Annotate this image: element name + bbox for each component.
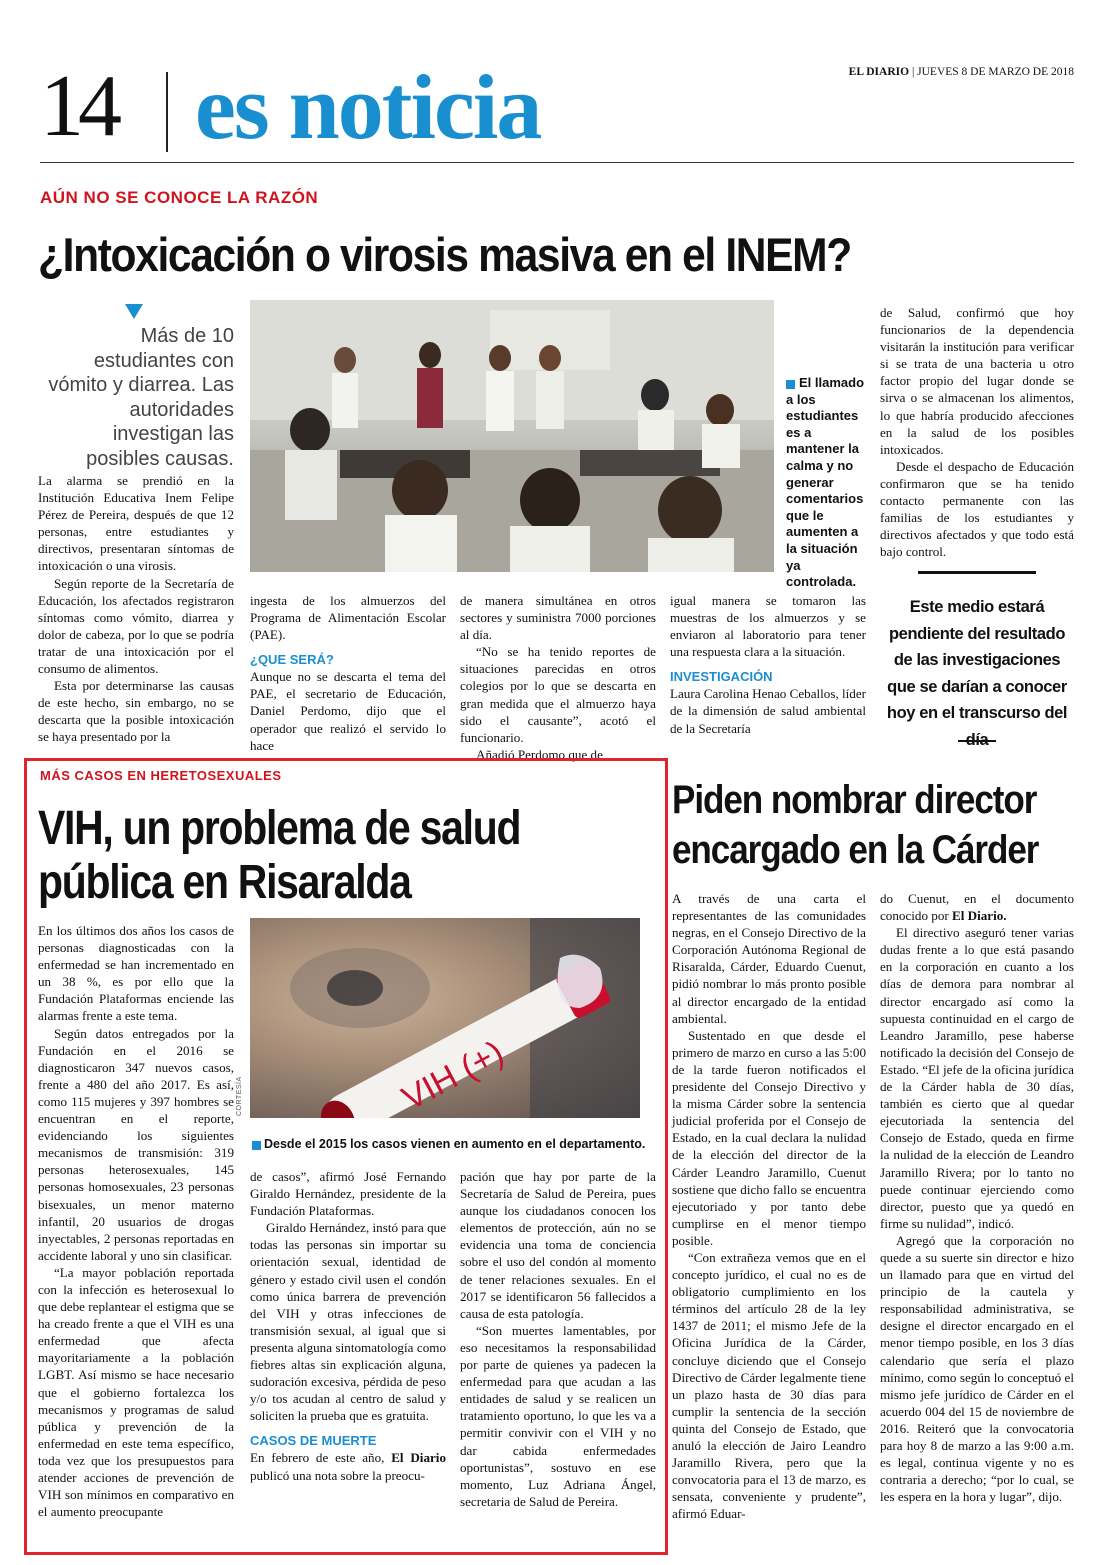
masthead-separator: |	[911, 66, 918, 78]
story1-column-4	[670, 592, 866, 737]
paragraph: Agregó que la corporación no quede a su suerte sin director e hizo un llamado para que en virtud del principio de la cautela y responsabilidad administrativa, se designe el director encargado en el menor tiempo posible, en los 3 días calendario que sería el plazo mínimo, como según lo conceptuó el mismo jefe jurídico de Cárder en el acuerdo 004 del 15 de noviembre de 2016. Reiteró que la convocatoria para hoy 8 de marzo a las 9:00 a.m. es legal, continua vigente y no es contraria a derecho; “por lo cual, se les espera en la hora y lugar”, dijo.	[880, 1232, 1074, 1505]
story2-column-1	[38, 922, 234, 1520]
photo-credit: CORTESÍA	[236, 1076, 243, 1116]
masthead	[820, 66, 1074, 78]
paragraph: de casos”, afirmó José Fernando Giraldo Hernández, presidente de la Fundación Plataformas.	[250, 1169, 446, 1219]
story1-photo-caption: El llamado a los estudiantes es a mantener la calma y no generar comentarios que le aumenten a la situación ya controlada.	[786, 375, 865, 590]
paragraph: Giraldo Hernández, instó para que todas las personas sin importar su orientación sexual, identidad de género y estado civil usen el condón como única barrera de prevención del VIH y otras infecciones de transmisión sexual, al igual que si presenta alguna sintomatología como fiebres altas sin explicación alguna, sudoración excesiva, pérdida de peso y/o tos acudan al centro de salud y soliciten la prueba que es gratuita.	[250, 1220, 446, 1424]
paragraph: Añadió Perdomo que de	[476, 746, 603, 762]
subhead-que-sera: ¿QUE SERÁ?	[250, 652, 334, 668]
story1-column-1	[38, 472, 234, 746]
story2-column-2	[250, 1168, 446, 1484]
paragraph: “Con extrañeza vemos que en el concepto jurídico, el cual no es de obligatorio cumplimiento en los términos del artículo 28 de la ley 1437 de 2011; el mismo Jefe de la Oficina Jurídica de la Cárder, concluye diciendo que el Consejo Directivo de Cárder legalmente tiene un plazo hasta de 30 días para cumplir la sentencia de la sección quinta del Consejo de Estado, que anuló la elección de Jairo Leandro Jaramillo Rivera, pero que la convocatoria para el 13 de marzo, es sensata, conveniente y prudente”, afirmó Eduar-	[672, 1249, 866, 1522]
paragraph: “No se ha tenido reportes de situaciones parecidas en otros colegios por lo que se descarta en gran medida que el almuerzo haya sido el causante”, acotó el funcionario.	[460, 644, 656, 745]
paragraph: “La mayor población reportada con la infección es heterosexual lo que debe replantear el estigma que se ha creado frente a que el VIH es una enfermedad que afecta mayoritariamente a la población LGBT. Así mismo se hace necesario que el gobierno fortalezca los mecanismos y programas de salud pública y prevención de la enfermedad en este tema específico, toda vez que los presupuestos para atender acciones de prevención de VIH son mínimos en comparativo en el aumento preocupante	[38, 1264, 234, 1520]
header-rule	[40, 162, 1074, 163]
down-triangle-icon	[125, 304, 143, 319]
paragraph: La alarma se prendió en la Institución Educativa Inem Felipe Pérez de Pereira, después de que 12 personas, entre estudiantes y directivos, presentaran síntomas de intoxicación o una virosis.	[38, 473, 234, 574]
story1-column-2	[250, 592, 446, 754]
story1-headline: ¿Intoxicación o virosis masiva en el INEM?	[38, 228, 851, 281]
hiv-test-photo	[250, 918, 640, 1118]
paragraph: Sustentado en que desde el primero de marzo en curso a las 5:00 de la tarde fueron notificados el presidente del Consejo Directivo y la misma Cárder sobre la sentencia judicial proferida por el Consejo de Estado, en la cual declara la nulidad de la elección del director de la Cárder Leandro Jaramillo, Cuenut sostiene que dicho fallo se encuentra ejecutoriado y por tanto debe cumplirse en el menor tiempo posible.	[672, 1027, 866, 1248]
text-run: do Cuenut, en el documento conocido por	[880, 891, 1074, 924]
paragraph: Según datos entregados por la Fundación en el 2016 se diagnosticaron 347 nuevos casos, frente a 480 del año 2017. Es así, como 115 mujeres y 397 hombres se encuentran en el reporte, evidenciando los siguientes mecanismos de transmisión: 319 personas heterosexuales, 145 personas homosexuales, 23 personas bisexuales, un menor materno infantil, 20 usuarios de drogas inyectables, 2 personas reportadas en accidente laboral y uno sin clasificar.	[38, 1025, 234, 1263]
text-run: publicó una nota sobre la preocu-	[250, 1467, 425, 1483]
tube-label: VIH (+)	[396, 1033, 510, 1118]
paragraph: Según reporte de la Secretaría de Educación, los afectados registraron síntomas como vómito, diarrea y dolor de cabeza, por lo que se podría tratar de una intoxicación por el consumo de alimentos.	[38, 575, 234, 677]
subhead-investigacion: INVESTIGACIÓN	[670, 669, 773, 685]
paragraph	[880, 890, 1074, 924]
page-number: 14	[40, 58, 116, 155]
paragraph: “Son muertes lamentables, por eso necesitamos la responsabilidad por parte de quienes ya padecen la enfermedad para que acudan a las entidades de salud y se realicen un tratamiento oportuno, lo que les va a permitir convivir con el VIH y no dar cabida enfermedades oportunistas”, sostuvo en ese momento, Luz Adriana Ángel, secretaria de Salud de Pereira.	[460, 1322, 656, 1509]
text-run: En febrero de este año,	[250, 1450, 392, 1466]
paragraph: Laura Carolina Henao Ceballos, líder de la dimensión de salud ambiental de la Secretaría	[670, 686, 866, 736]
paragraph: de manera simultánea en otros sectores y suministra 7000 porciones al día.	[460, 593, 656, 643]
story3-column-2	[880, 890, 1074, 1505]
story3-column-1	[672, 890, 866, 1522]
header-divider	[166, 72, 168, 152]
paragraph: igual manera se tomaron las muestras de los almuerzos y se enviaron al laboratorio para tener una respuesta clara a la situación.	[670, 593, 866, 660]
subhead-casos-de-muerte: CASOS DE MUERTE	[250, 1433, 377, 1449]
paragraph: A través de una carta el representantes de las comunidades negras, en el Consejo Directivo de la Corporación Autónoma Regional de Risaralda, Cárder, Eduardo Cuenut, pidió nombrar lo más pronto posible al director encargado de la entidad ambiental.	[672, 891, 866, 1026]
paper-name: EL DIARIO	[848, 66, 910, 78]
story2-headline-line2: pública en Risaralda	[38, 856, 411, 909]
story1-column-5	[880, 304, 1074, 560]
paragraph: Aunque no se descarta el tema del PAE, el secretario de Educación, Daniel Perdomo, dijo que el operador que realizó el servido lo hace	[250, 669, 446, 753]
story2-column-3	[460, 1168, 656, 1510]
story1-kicker: AÚN NO SE CONOCE LA RAZÓN	[40, 188, 319, 207]
classroom-illustration	[250, 300, 774, 572]
paragraph: El directivo aseguró tener varias dudas frente a lo que está pasando en la corporación en cuanto a los días de demora para nombrar al director encargado así como la supuesta continuidad en el cargo de Leandro Jaramillo, pese haberse notificado la decisión del Consejo de Estado. “El jefe de la oficina jurídica de la Cárder habla de 30 días, también es cierto que al quedar ejecutoriada la sentencia del Consejo de Estado, queda en firme la nulidad de la elección de Leandro Jaramillo Rivera; por lo tanto no puede continuar ejerciendo como director, puesto que ya quedó en firme su nulidad”, indicó.	[880, 925, 1074, 1231]
issue-date: JUEVES 8 DE MARZO DE 2018	[917, 66, 1074, 78]
classroom-photo	[250, 300, 774, 572]
pullquote: Este medio estará pendiente del resultado de las investigaciones que se darían a conocer hoy en el transcurso del	[886, 598, 1068, 722]
paragraph: En los últimos dos años los casos de personas diagnosticadas con la enfermedad se han incrementado en un 38 %, es por ello que la Fundación Plataformas enciende las alarmas frente a este tema.	[38, 923, 234, 1024]
paper-reference: El Diario.	[952, 908, 1007, 924]
paper-reference: El Diario	[391, 1450, 446, 1466]
story3-headline-line2: encargado en la Cárder	[672, 828, 1039, 872]
story1-column-3	[460, 592, 656, 763]
pullquote-rule-top	[918, 571, 1036, 574]
section-title: es noticia	[195, 56, 541, 158]
paragraph: pación que hay por parte de la Secretaría de Salud de Pereira, pues aunque los ciudadanos conocen los elementos de protección, aún no se evidencia una toma de conciencia sobre el uso del condón al momento de tener relaciones sexuales. En el 2017 se identificaron 56 fallecidos a causa de esta patología.	[460, 1169, 656, 1321]
story2-headline-line1: VIH, un problema de salud	[38, 802, 521, 855]
story2-photo-caption: Desde el 2015 los casos vienen en aumento en el departamento.	[264, 1137, 646, 1151]
paragraph: de Salud, confirmó que hoy funcionarios de la dependencia visitarán la institución para verificar si se trata de una bacteria u otro factor propio del lugar donde se sirva o se almacenan los alimentos, lo que habría producido afecciones en la salud de los posibles intoxicados.	[880, 305, 1074, 457]
paragraph	[250, 1449, 446, 1483]
paragraph: Desde el despacho de Educación confirmaron que se ha tenido contacto permanente con las familias de los estudiantes y directivos afectados y que todo está bajo control.	[880, 458, 1074, 560]
story1-summary: Más de 10 estudiantes con vómito y diarrea. Las autoridades investigan las posibles causas.	[48, 325, 234, 470]
test-tube-illustration	[250, 918, 640, 1118]
story3-headline-line1: Piden nombrar director	[672, 778, 1037, 822]
story2-kicker: MÁS CASOS EN HERETOSEXUALES	[40, 768, 282, 783]
story2-caption-marker	[252, 1141, 261, 1150]
paragraph: Esta por determinarse las causas de este hecho, sin embargo, no se descarta que la posible intoxicación se haya presentado por la	[38, 678, 234, 745]
paragraph: ingesta de los almuerzos del Programa de Alimentación Escolar (PAE).	[250, 593, 446, 643]
pullquote-rule-bottom	[958, 740, 996, 742]
